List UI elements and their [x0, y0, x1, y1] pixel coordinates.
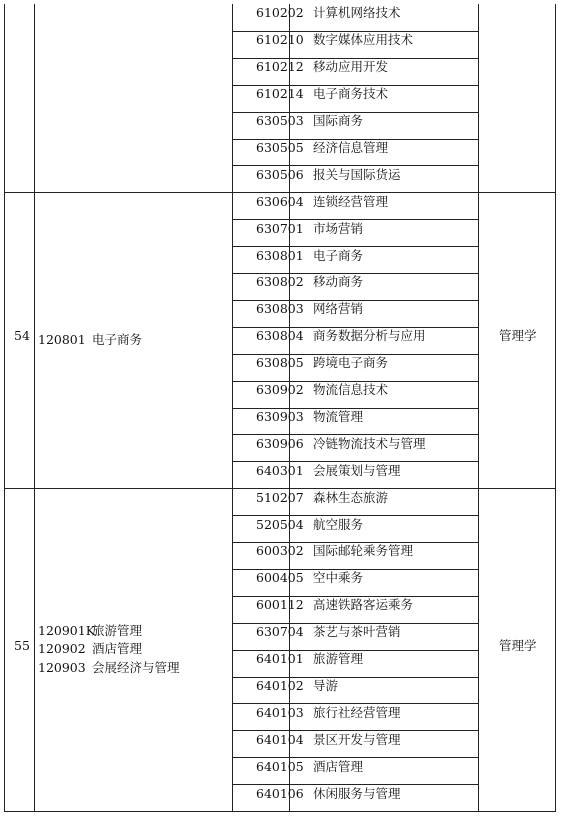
- discipline-category: 管理学: [499, 328, 537, 344]
- vocational-major-code: 630804: [256, 328, 304, 344]
- vocational-major-name: 森林生态旅游: [313, 489, 389, 505]
- vocational-major-code: 630906: [256, 435, 304, 451]
- vocational-major-code: 630503: [256, 113, 304, 129]
- vocational-major-code: 640104: [256, 731, 304, 747]
- vocational-major-code: 630902: [256, 382, 304, 398]
- vocational-major-name: 连锁经营管理: [313, 193, 389, 209]
- vocational-major-name: 经济信息管理: [313, 139, 389, 155]
- vocational-major-name: 航空服务: [313, 516, 364, 532]
- vocational-major-code: 610210: [256, 32, 304, 48]
- vocational-major-name: 茶艺与茶叶营销: [313, 624, 401, 640]
- discipline-category: 管理学: [499, 637, 537, 653]
- vocational-major-name: 网络营销: [313, 301, 364, 317]
- undergraduate-major: [38, 659, 180, 678]
- undergraduate-majors: [38, 622, 180, 678]
- vocational-major-name: 导游: [313, 677, 339, 693]
- vocational-major-name: 电子商务技术: [313, 86, 389, 102]
- undergraduate-major-name: 旅游管理: [92, 622, 143, 638]
- vocational-major-code: 630803: [256, 301, 304, 317]
- vocational-major-code: 640301: [256, 462, 304, 478]
- vocational-major-code: 630505: [256, 139, 304, 155]
- undergraduate-major-code: 120903: [38, 659, 86, 675]
- undergraduate-majors: [38, 331, 142, 350]
- vocational-major-code: 510207: [256, 489, 304, 505]
- vocational-major-code: 520504: [256, 516, 304, 532]
- undergraduate-major-code: 120901K: [38, 622, 96, 638]
- vocational-major-name: 物流信息技术: [313, 382, 389, 398]
- vocational-major-code: 630805: [256, 355, 304, 371]
- row-index: 55: [14, 637, 30, 653]
- vocational-major-code: 630802: [256, 274, 304, 290]
- vocational-major-code: 630701: [256, 220, 304, 236]
- vocational-major-name: 商务数据分析与应用: [313, 328, 426, 344]
- vocational-major-code: 640101: [256, 651, 304, 667]
- vocational-major-code: 630801: [256, 247, 304, 263]
- undergraduate-major: [38, 331, 142, 350]
- vocational-major-code: 640102: [256, 677, 304, 693]
- vocational-major-name: 会展策划与管理: [313, 462, 401, 478]
- vocational-major-code: 610202: [256, 5, 304, 21]
- column-divider: [478, 4, 479, 811]
- vocational-major-name: 电子商务: [313, 247, 364, 263]
- vocational-major-name: 市场营销: [313, 220, 364, 236]
- vocational-major-name: 数字媒体应用技术: [313, 32, 414, 48]
- vocational-major-name: 休闲服务与管理: [313, 785, 401, 801]
- vocational-major-name: 空中乘务: [313, 570, 364, 586]
- undergraduate-major-code: 120902: [38, 641, 86, 657]
- vocational-major-code: 630604: [256, 193, 304, 209]
- vocational-major-code: 640106: [256, 785, 304, 801]
- vocational-major-name: 国际商务: [313, 113, 364, 129]
- vocational-major-name: 计算机网络技术: [313, 5, 401, 21]
- vocational-major-name: 酒店管理: [313, 758, 364, 774]
- vocational-major-name: 国际邮轮乘务管理: [313, 543, 414, 559]
- group-divider: [4, 811, 556, 812]
- vocational-major-code: 600112: [256, 597, 304, 613]
- vocational-major-code: 640105: [256, 758, 304, 774]
- vocational-major-code: 630903: [256, 408, 304, 424]
- column-divider: [34, 4, 35, 811]
- vocational-major-code: 610214: [256, 86, 304, 102]
- undergraduate-major-name: 电子商务: [92, 332, 143, 347]
- undergraduate-major-name: 酒店管理: [92, 641, 143, 657]
- vocational-major-name: 报关与国际货运: [313, 166, 401, 182]
- undergraduate-major-name: 会展经济与管理: [92, 659, 180, 675]
- vocational-major-name: 移动应用开发: [313, 59, 389, 75]
- vocational-major-name: 跨境电子商务: [313, 355, 389, 371]
- column-divider: [4, 4, 5, 811]
- vocational-major-name: 物流管理: [313, 408, 364, 424]
- vocational-major-code: 640103: [256, 704, 304, 720]
- vocational-major-name: 旅行社经营管理: [313, 704, 401, 720]
- undergraduate-major-code: 120801: [38, 332, 86, 347]
- vocational-major-name: 移动商务: [313, 274, 364, 290]
- vocational-major-code: 630506: [256, 166, 304, 182]
- vocational-major-code: 610212: [256, 59, 304, 75]
- row-index: 54: [14, 328, 30, 344]
- vocational-major-code: 600405: [256, 570, 304, 586]
- column-divider: [555, 4, 556, 811]
- vocational-major-name: 景区开发与管理: [313, 731, 401, 747]
- vocational-major-name: 冷链物流技术与管理: [313, 435, 426, 451]
- vocational-major-name: 旅游管理: [313, 651, 364, 667]
- vocational-major-code: 600302: [256, 543, 304, 559]
- undergraduate-major: [38, 622, 180, 641]
- undergraduate-major: [38, 640, 180, 659]
- vocational-major-name: 高速铁路客运乘务: [313, 597, 414, 613]
- vocational-major-code: 630704: [256, 624, 304, 640]
